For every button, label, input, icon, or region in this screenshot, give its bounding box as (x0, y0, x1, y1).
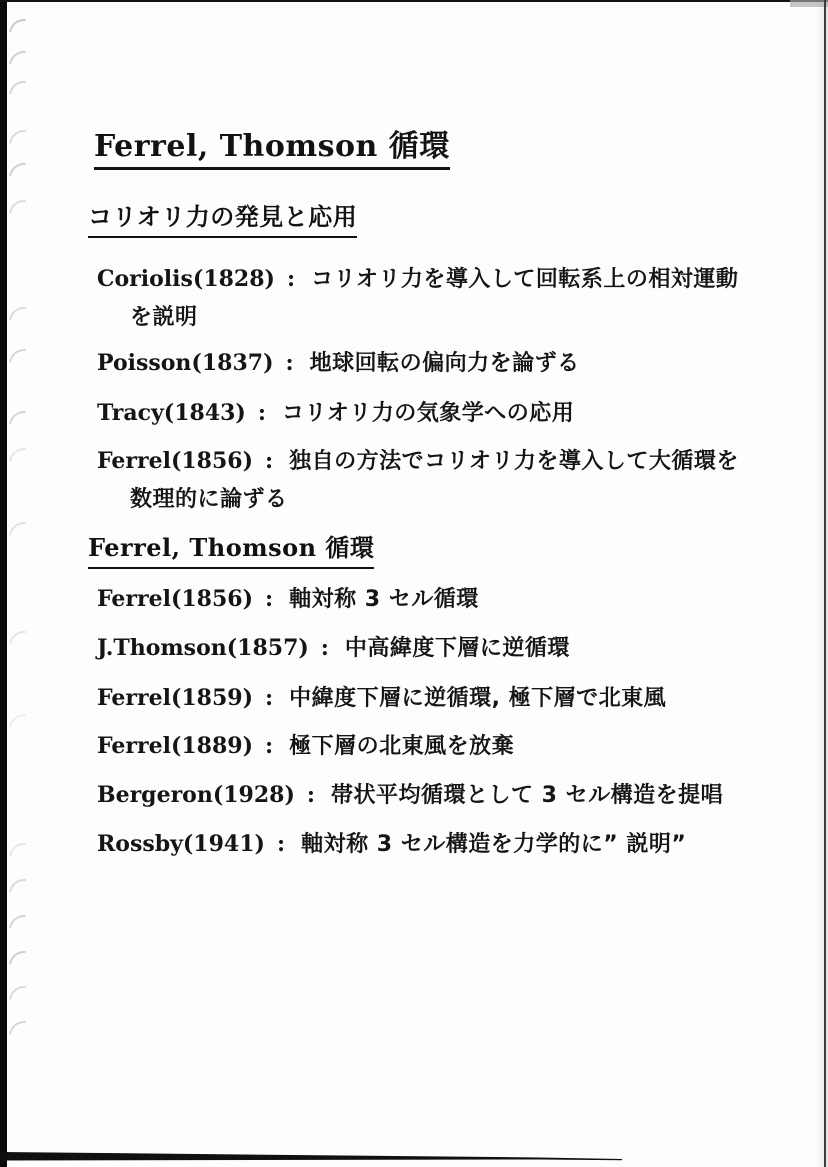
entry-label: Ferrel(1856) (97, 586, 253, 612)
binder-hole (3, 442, 45, 484)
colon-separator: : (265, 733, 274, 759)
binder-hole (3, 980, 45, 1022)
binder-hole (3, 873, 45, 915)
entry-ferrel-1856-cells (97, 580, 479, 619)
binder-hole (3, 194, 45, 236)
entry-text: 中緯度下層に逆循環, 極下層で北東風 (289, 686, 667, 711)
entry-text: 軸対称 3 セル構造を力学的に” 説明” (301, 832, 687, 857)
entry-label: Ferrel(1856) (97, 448, 253, 474)
entry-poisson-1837 (97, 344, 580, 383)
colon-separator: : (257, 400, 266, 426)
colon-separator: : (276, 831, 286, 857)
binder-hole (3, 1015, 45, 1057)
entry-label: Ferrel(1859) (97, 685, 253, 711)
entry-label: Ferrel(1889) (97, 733, 253, 759)
entry-text: 極下層の北東風を放棄 (289, 734, 515, 759)
binder-hole (3, 708, 45, 750)
binder-hole (3, 945, 45, 987)
binder-hole (3, 75, 45, 117)
colon-separator: : (286, 266, 296, 292)
binder-hole (3, 301, 45, 343)
scan-edge-right (824, 0, 826, 1167)
binder-hole (3, 405, 45, 447)
binder-hole (3, 343, 45, 385)
colon-separator: : (306, 782, 315, 808)
scan-right-shading (816, 0, 828, 1167)
entry-text: 独自の方法でコリオリ力を導入して大循環を (289, 449, 739, 474)
scan-edge-left (0, 0, 7, 1167)
entry-text: 地球回転の偏向力を論ずる (309, 351, 580, 376)
entry-text-continuation: を説明 (130, 305, 198, 330)
section-heading-coriolis-discovery: コリオリ力の発見と応用 (88, 202, 357, 238)
binder-hole (3, 13, 45, 55)
scan-corner-smudge (790, 0, 828, 7)
entry-bergeron-1928 (97, 776, 723, 815)
colon-separator: : (265, 448, 274, 474)
binder-hole (3, 625, 45, 667)
binder-hole (3, 909, 45, 951)
page-title: Ferrel, Thomson 循環 (94, 129, 450, 170)
entry-text: 中高緯度下層に逆循環 (344, 636, 570, 661)
section-heading-ferrel-thomson: Ferrel, Thomson 循環 (88, 533, 374, 569)
entry-label: J.Thomson(1857) (97, 635, 309, 661)
binder-hole (3, 157, 45, 199)
entry-ferrel-1856-general (97, 442, 739, 519)
entry-coriolis-1828 (97, 260, 738, 337)
scan-edge-top (0, 0, 828, 2)
entry-rossby-1941 (97, 825, 686, 864)
entry-tracy-1843 (97, 394, 574, 433)
entry-text: コリオリ力の気象学への応用 (281, 401, 575, 426)
binder-hole (3, 516, 45, 558)
scan-edge-bottom (0, 1148, 828, 1164)
entry-text: 帯状平均循環として 3 セル構造を提唱 (331, 783, 724, 808)
entry-thomson-1857 (97, 629, 570, 668)
binder-hole (3, 837, 45, 879)
entry-text-continuation: 数理的に論ずる (130, 487, 288, 512)
entry-label: Poisson(1837) (97, 350, 274, 376)
entry-label: Tracy(1843) (97, 400, 246, 426)
entry-label: Bergeron(1928) (97, 782, 295, 808)
entry-text: 軸対称 3 セル循環 (289, 587, 479, 612)
colon-separator: : (320, 635, 329, 661)
entry-ferrel-1859 (97, 679, 666, 718)
colon-separator: : (265, 685, 274, 711)
entry-ferrel-1889 (97, 727, 514, 766)
colon-separator: : (285, 350, 294, 376)
entry-text: コリオリ力を導入して回転系上の相対運動 (311, 267, 739, 292)
entry-label: Rossby(1941) (97, 831, 265, 857)
binder-hole (3, 124, 45, 166)
entry-label: Coriolis(1828) (97, 266, 275, 292)
colon-separator: : (265, 586, 274, 612)
